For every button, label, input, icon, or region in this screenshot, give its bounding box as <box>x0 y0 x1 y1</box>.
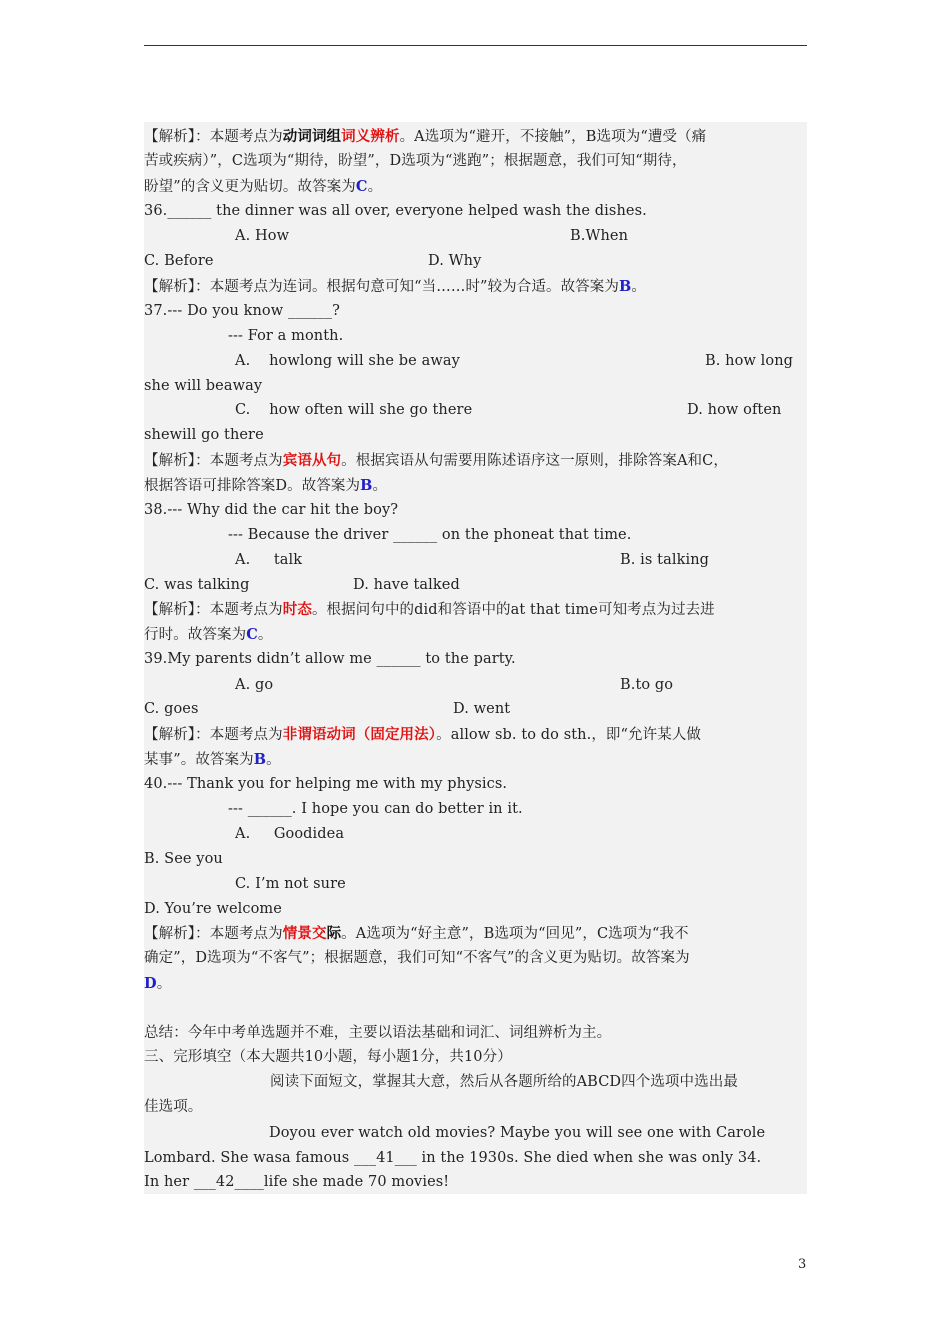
q36-option-a: A. How <box>235 228 290 244</box>
q39-option-c: C. goes <box>144 701 199 717</box>
q40-option-d: D. You’re welcome <box>144 901 282 917</box>
analysis-label: 【解析】：本题考点为 <box>144 129 283 145</box>
q36-option-c: C. Before <box>144 253 214 269</box>
analysis-label: 【解析】：本题考点为 <box>144 602 283 618</box>
q40-stem: 40.--- Thank you for helping me with my physics. <box>144 776 508 792</box>
q39-option-b: B.to go <box>620 677 674 693</box>
analysis-text: 。allow sb. to do sth.，即“允许某人做 <box>436 727 702 743</box>
analysis-text: 盼望”的含义更为贴切。故答案为 <box>144 179 356 195</box>
q37-option-d-cont: shewill go there <box>144 427 264 443</box>
q36-option-d: D. Why <box>428 253 482 269</box>
answer-letter: C <box>246 626 258 643</box>
topic-keyword-red: 时态 <box>282 601 312 618</box>
header-rule <box>144 45 807 46</box>
topic-keyword-red: 情景交 <box>282 925 327 942</box>
analysis-text: 某事”。故答案为 <box>144 752 254 768</box>
answer-letter: C <box>355 178 368 195</box>
section3-instruction-line1: 阅读下面短文，掌握其大意，然后从各题所给的ABCD四个选项中选出最 <box>270 1074 738 1090</box>
q38-analysis-line1 <box>144 597 715 622</box>
q40-option-a: A. Goodidea <box>235 826 345 842</box>
q39-option-d: D. went <box>453 701 511 717</box>
q37-reply: --- For a month. <box>228 328 344 344</box>
passage-line3: In her ___42____life she made 70 movies! <box>144 1174 450 1190</box>
q37-option-d: D. how often <box>687 402 782 418</box>
q39-stem: 39.My parents didn’t allow me ______ to the party. <box>144 651 516 667</box>
q40-analysis-line3 <box>144 971 171 996</box>
punctuation: 。 <box>372 478 388 494</box>
answer-letter: B <box>360 477 373 494</box>
q37-option-b-cont: she will beaway <box>144 378 263 394</box>
passage-line1: Doyou ever watch old movies? Maybe you will see one with Carole <box>269 1125 766 1141</box>
punctuation: 。 <box>257 627 273 643</box>
punctuation: 。 <box>156 976 172 992</box>
topic-keyword: 动词词组 <box>282 128 342 145</box>
q37-option-c: C. how often will she go there <box>235 402 473 418</box>
summary: 总结：今年中考单选题并不难，主要以语法基础和词汇、词组辨析为主。 <box>144 1025 612 1041</box>
analysis-label: 【解析】：本题考点为 <box>144 926 283 942</box>
q40-analysis-line1 <box>144 921 689 946</box>
analysis-text: 【解析】：本题考点为连词。根据句意可知“当……时”较为合适。故答案为 <box>144 279 619 295</box>
answer-letter: D <box>144 975 157 992</box>
q39-analysis-line2 <box>144 747 281 772</box>
topic-keyword: 际 <box>326 925 342 942</box>
q37-option-b: B. how long <box>705 353 794 369</box>
topic-keyword-red: 宾语从句 <box>282 452 342 469</box>
q38-stem: 38.--- Why did the car hit the boy? <box>144 502 399 518</box>
analysis-text: 。根据问句中的did和答语中的at that time可知考点为过去进 <box>311 602 715 618</box>
q40-analysis-line2: 确定”，D选项为“不客气”；根据题意，我们可知“不客气”的含义更为贴切。故答案为 <box>144 950 690 966</box>
analysis-label: 【解析】：本题考点为 <box>144 453 283 469</box>
analysis-text: 。根据宾语从句需要用陈述语序这一原则，排除答案A和C， <box>341 453 728 469</box>
topic-keyword-red: 非谓语动词（固定用法） <box>282 726 437 743</box>
q38-reply: --- Because the driver ______ on the phoneat that time. <box>228 527 632 543</box>
q38-option-a: A. talk <box>235 552 303 568</box>
analysis-label: 【解析】：本题考点为 <box>144 727 283 743</box>
q37-option-a: A. howlong will she be away <box>235 353 460 369</box>
q36-stem: 36.______ the dinner was all over, everyone helped wash the dishes. <box>144 203 647 219</box>
section3-instruction-line2: 佳选项。 <box>144 1099 203 1115</box>
q37-analysis-line1 <box>144 448 728 473</box>
document-body <box>144 122 807 1194</box>
q36-option-b: B.When <box>570 228 629 244</box>
analysis-text: 行时。故答案为 <box>144 627 247 643</box>
punctuation: 。 <box>367 179 383 195</box>
passage-line2: Lombard. She wasa famous ___41___ in the 1930s. She died when she was only 34. <box>144 1150 762 1166</box>
answer-letter: B <box>618 278 632 295</box>
section3-title: 三、完形填空（本大题共10小题，每小题1分，共10分） <box>144 1049 512 1065</box>
page-number: 3 <box>798 1257 807 1272</box>
q37-stem: 37.--- Do you know ______? <box>144 303 340 319</box>
q39-analysis-line1 <box>144 722 701 747</box>
punctuation: 。 <box>266 752 281 768</box>
q38-analysis-line2 <box>144 622 272 647</box>
q40-reply: --- ______. I hope you can do better in it. <box>228 801 523 817</box>
q40-option-c: C. I’m not sure <box>235 876 346 892</box>
analysis-text: 根据答语可排除答案D。故答案为 <box>144 478 361 494</box>
punctuation: 。 <box>631 279 646 295</box>
q35-analysis-line2: 苦或疾病）”，C选项为“期待，盼望”，D选项为“逃跑”；根据题意，我们可知“期待， <box>144 153 687 169</box>
q35-analysis-line3 <box>144 174 382 199</box>
q36-analysis <box>144 274 646 299</box>
q38-option-c: C. was talking <box>144 577 250 593</box>
answer-letter: B <box>253 751 267 768</box>
q39-option-a: A. go <box>235 677 274 693</box>
q38-option-d: D. have talked <box>353 577 460 593</box>
analysis-text: 。A选项为“避开，不接触”，B选项为“遭受（痛 <box>399 129 707 145</box>
q37-analysis-line2 <box>144 473 387 498</box>
analysis-text: 。A选项为“好主意”，B选项为“回见”，C选项为“我不 <box>341 926 689 942</box>
q40-option-b: B. See you <box>144 851 223 867</box>
topic-keyword-red: 词义辨析 <box>341 128 400 145</box>
q35-analysis-line1 <box>144 124 706 149</box>
q38-option-b: B. is talking <box>620 552 710 568</box>
